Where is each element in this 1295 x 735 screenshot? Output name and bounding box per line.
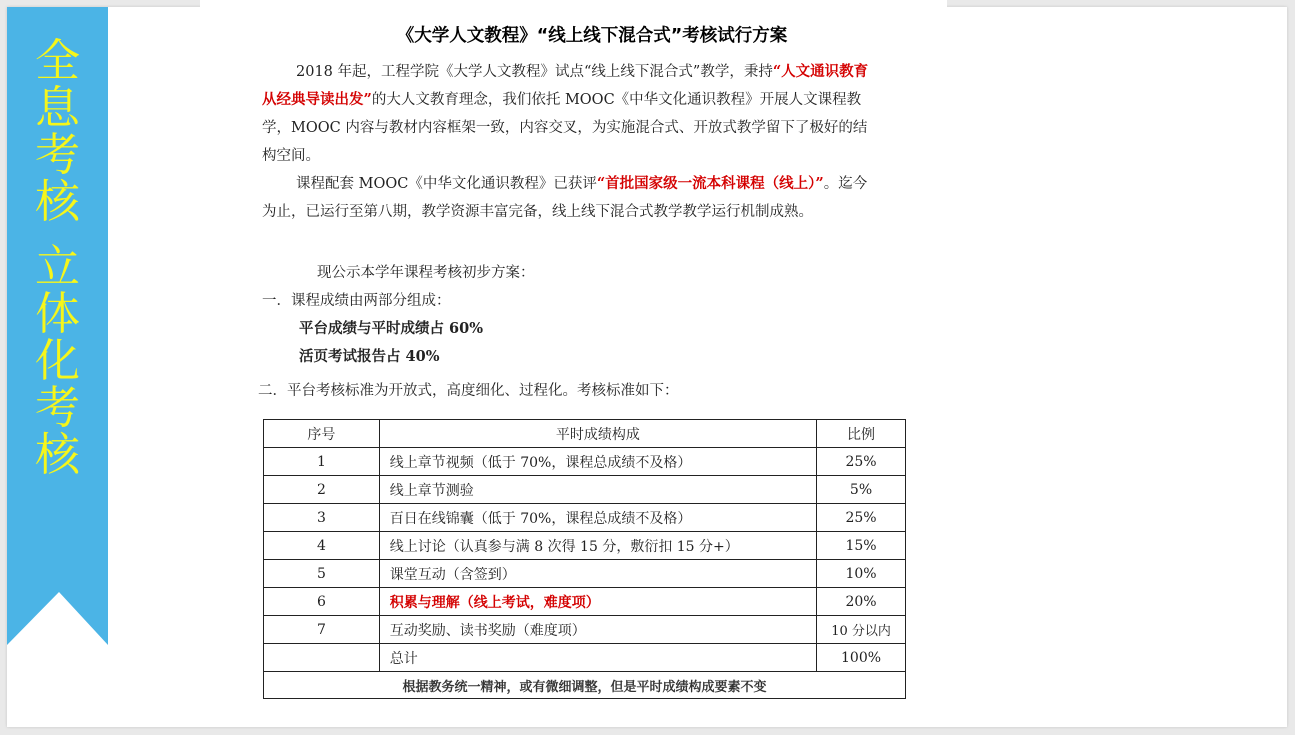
row-number: 6 bbox=[264, 588, 380, 616]
row-item: 积累与理解（线上考试，难度项） bbox=[379, 588, 816, 616]
row-number: 4 bbox=[264, 532, 380, 560]
platform-score-item: 平台成绩与平时成绩占 60% bbox=[299, 320, 484, 337]
row-number: 3 bbox=[264, 504, 380, 532]
row-ratio: 5% bbox=[817, 476, 906, 504]
banner-char: 核 bbox=[34, 428, 80, 481]
text-run: 。迄今为止，已运行至第八期，教学资源丰富完备，线上线下混合式教学教学运行机制成熟。 bbox=[262, 176, 868, 220]
banner-char: 考 bbox=[34, 381, 80, 434]
row-number bbox=[264, 644, 380, 672]
exam-score-item: 活页考试报告占 40% bbox=[299, 348, 440, 365]
row-item: 互动奖励、读书奖励（难度项） bbox=[379, 616, 816, 644]
banner-text bbox=[7, 34, 108, 481]
course-paragraph bbox=[262, 170, 874, 226]
table-row bbox=[264, 448, 906, 476]
row-item: 百日在线锦囊（低于 70%，课程总成绩不及格） bbox=[379, 504, 816, 532]
row-number: 2 bbox=[264, 476, 380, 504]
table-total-row bbox=[264, 644, 906, 672]
highlight-text: “人文通识教育从经典导读出发” bbox=[262, 63, 869, 108]
banner-char: 立 bbox=[34, 240, 80, 293]
banner-char: 考 bbox=[34, 128, 80, 181]
text-run: 的大人文教育理念，我们依托 MOOC《中华文化通识教程》开展人文课程教学，MOOC 内容与教材内容框架一致，内容交叉，为实施混合式、开放式教学留下了极好的结构空间。 bbox=[262, 92, 868, 164]
total-ratio: 100% bbox=[817, 644, 906, 672]
row-number: 5 bbox=[264, 560, 380, 588]
highlight-text: “首批国家级一流本科课程（线上）” bbox=[596, 175, 824, 192]
row-item: 线上讨论（认真参与满 8 次得 15 分，敷衍扣 15 分+） bbox=[379, 532, 816, 560]
document-title: 《大学人文教程》“线上线下混合式”考核试行方案 bbox=[396, 26, 788, 46]
header-cell: 比例 bbox=[817, 420, 906, 448]
section-two-heading: 二．平台考核标准为开放式，高度细化、过程化。考核标准如下： bbox=[258, 383, 679, 399]
banner-char: 息 bbox=[34, 81, 80, 134]
announcement-line: 现公示本学年课程考核初步方案： bbox=[317, 265, 535, 281]
table-row bbox=[264, 476, 906, 504]
text-run: 2018 年起，工程学院《大学人文教程》试点“线上线下混合式”教学，秉持 bbox=[296, 64, 773, 80]
row-item: 线上章节视频（低于 70%，课程总成绩不及格） bbox=[379, 448, 816, 476]
total-label: 总计 bbox=[379, 644, 816, 672]
row-ratio: 20% bbox=[817, 588, 906, 616]
table-row bbox=[264, 560, 906, 588]
table-row bbox=[264, 532, 906, 560]
banner-char: 全 bbox=[34, 34, 80, 87]
banner-char: 化 bbox=[34, 334, 80, 387]
row-number: 1 bbox=[264, 448, 380, 476]
table-row bbox=[264, 504, 906, 532]
row-item: 课堂互动（含签到） bbox=[379, 560, 816, 588]
section-one-heading: 一．课程成绩由两部分组成： bbox=[262, 293, 451, 309]
banner-char: 核 bbox=[34, 175, 80, 228]
row-ratio: 25% bbox=[817, 448, 906, 476]
table-row bbox=[264, 616, 906, 644]
grading-table bbox=[263, 419, 906, 699]
table-footnote: 根据教务统一精神，或有微细调整，但是平时成绩构成要素不变 bbox=[264, 672, 906, 699]
row-number: 7 bbox=[264, 616, 380, 644]
row-ratio: 10% bbox=[817, 560, 906, 588]
table-row bbox=[264, 588, 906, 616]
side-banner bbox=[7, 7, 108, 647]
banner-char: 体 bbox=[34, 287, 80, 340]
header-cell: 序号 bbox=[264, 420, 380, 448]
table-header-row bbox=[264, 420, 906, 448]
intro-paragraph bbox=[262, 58, 874, 170]
text-run: 课程配套 MOOC《中华文化通识教程》已获评 bbox=[296, 176, 597, 192]
row-item: 线上章节测验 bbox=[379, 476, 816, 504]
table-footnote-row bbox=[264, 672, 906, 699]
row-ratio: 15% bbox=[817, 532, 906, 560]
header-cell: 平时成绩构成 bbox=[379, 420, 816, 448]
row-ratio: 10 分以内 bbox=[817, 616, 906, 644]
row-ratio: 25% bbox=[817, 504, 906, 532]
